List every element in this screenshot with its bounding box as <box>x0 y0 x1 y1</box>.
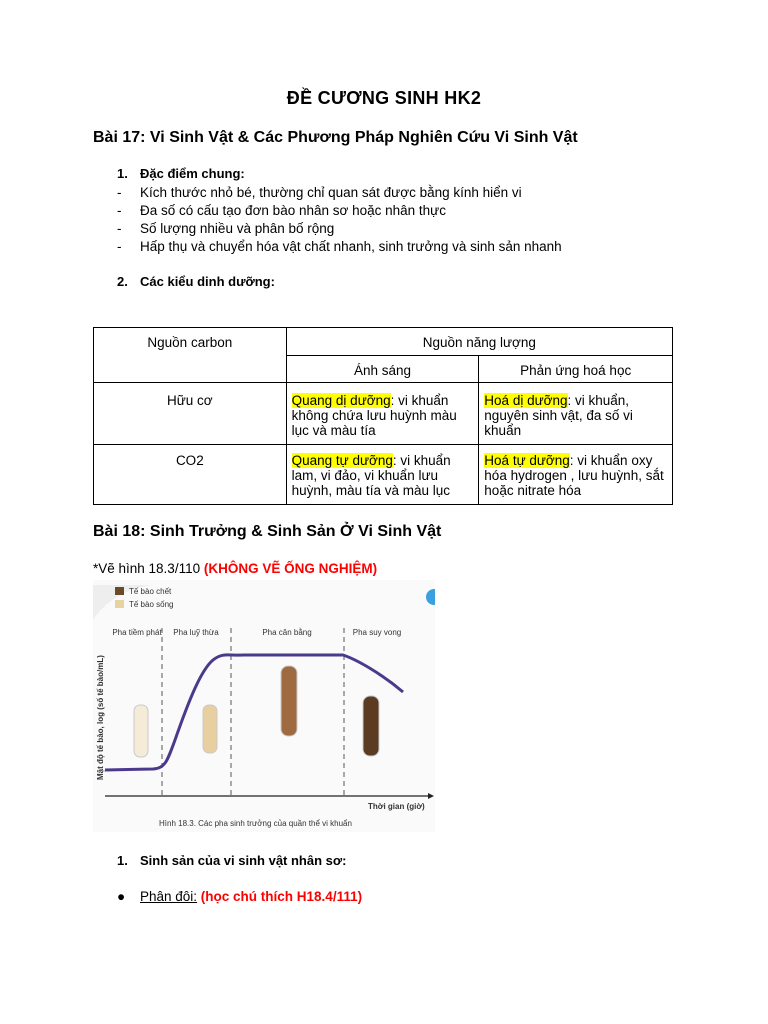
chem-cell <box>479 383 673 445</box>
growth-phase-figure <box>93 580 435 832</box>
dash-bullet: - <box>117 203 122 218</box>
list-item <box>117 238 562 256</box>
term-description: : vi khuẩn lam, vi đảo, vi khuẩn lưu huỳnh, màu tía và màu lục <box>291 453 451 498</box>
page-title: ĐỀ CƯƠNG SINH HK2 <box>286 88 482 108</box>
bullet-dot-icon: ● <box>117 889 126 904</box>
list-item-text: Hấp thụ và chuyển hóa vật chất nhanh, sinh trưởng và sinh sản nhanh <box>140 239 562 254</box>
bullet-note: (học chú thích H18.4/111) <box>197 889 363 904</box>
legend-live: Tế bào sống <box>129 600 174 609</box>
phase-label: Pha tiềm phát <box>112 628 162 637</box>
term-highlight: Quang tự dưỡng <box>291 453 393 468</box>
list-item <box>117 202 562 220</box>
term-highlight: Hoá dị dưỡng <box>484 393 568 408</box>
section-18-heading: Bài 18: Sinh Trưởng & Sinh Sản Ở Vi Sinh Vật <box>93 523 442 540</box>
characteristics-list <box>117 184 562 256</box>
list-item <box>117 184 562 202</box>
note-warning: (KHÔNG VẼ ỐNG NGHIỆM) <box>203 561 378 576</box>
item-number: 2. <box>117 274 128 289</box>
nutrition-table <box>93 327 673 505</box>
test-tube-icon <box>281 666 297 736</box>
phase-label: Pha luỹ thừa <box>173 628 219 637</box>
light-cell <box>286 445 479 505</box>
carbon-cell: Hữu cơ <box>94 383 287 445</box>
figure-note <box>93 561 377 576</box>
dash-bullet: - <box>117 221 122 236</box>
x-axis-label: Thời gian (giờ) <box>368 802 425 811</box>
list-item <box>117 220 562 238</box>
live-cell-swatch <box>115 600 124 608</box>
item-label: Đặc điểm chung: <box>140 166 245 181</box>
binary-fission-item <box>117 889 362 904</box>
list-item-text: Đa số có cấu tạo đơn bào nhân sơ hoặc nhân thực <box>140 203 446 218</box>
dash-bullet: - <box>117 185 122 200</box>
carbon-header: Nguồn carbon <box>94 328 287 383</box>
light-cell <box>286 383 479 445</box>
term-description: : vi khuẩn oxy hóa hydrogen , lưu huỳnh, sắt hoặc nitrate hóa <box>484 453 664 498</box>
light-header: Ánh sáng <box>286 356 479 383</box>
item-number: 1. <box>117 853 128 868</box>
test-tube-icon <box>363 696 379 756</box>
item-label: Sinh sản của vi sinh vật nhân sơ: <box>140 853 347 868</box>
list-item-text: Số lượng nhiều và phân bố rộng <box>140 221 335 236</box>
carbon-cell: CO2 <box>94 445 287 505</box>
section-18-item-1 <box>117 853 346 868</box>
section-17-heading: Bài 17: Vi Sinh Vật & Các Phương Pháp Nghiên Cứu Vi Sinh Vật <box>93 129 578 146</box>
legend-dead: Tế bào chết <box>129 587 172 596</box>
chem-cell <box>479 445 673 505</box>
section-17-item-1 <box>117 166 245 181</box>
section-17-item-2 <box>117 274 275 289</box>
chem-header: Phản ứng hoá học <box>479 356 673 383</box>
figure-caption: Hình 18.3. Các pha sinh trưởng của quần thể vi khuẩn <box>159 819 352 828</box>
test-tube-icon <box>203 705 217 753</box>
table-row <box>94 445 673 505</box>
y-axis-label: Mật độ tế bào, log (số tế bào/mL) <box>96 655 105 780</box>
item-label: Các kiểu dinh dưỡng: <box>140 274 275 289</box>
test-tube-icon <box>134 705 148 757</box>
dead-cell-swatch <box>115 587 124 595</box>
term-description: : vi khuẩn không chứa lưu huỳnh màu lục và màu tía <box>291 393 457 438</box>
growth-curve-image <box>93 580 435 832</box>
term-highlight: Hoá tự dưỡng <box>484 453 570 468</box>
list-item-text: Kích thước nhỏ bé, thường chỉ quan sát được bằng kính hiển vi <box>140 185 522 200</box>
dash-bullet: - <box>117 239 122 254</box>
phase-label: Pha suy vong <box>352 628 402 637</box>
energy-header: Nguồn năng lượng <box>286 328 672 356</box>
term-highlight: Quang dị dưỡng <box>291 393 391 408</box>
term-description: : vi khuẩn, nguyên sinh vật, đa số vi khuẩn <box>484 393 633 438</box>
item-number: 1. <box>117 166 128 181</box>
phase-label: Pha cân bằng <box>262 628 312 637</box>
note-text: *Vẽ hình 18.3/110 <box>93 561 204 576</box>
table-row <box>94 383 673 445</box>
bullet-label: Phân đôi: <box>140 889 198 904</box>
